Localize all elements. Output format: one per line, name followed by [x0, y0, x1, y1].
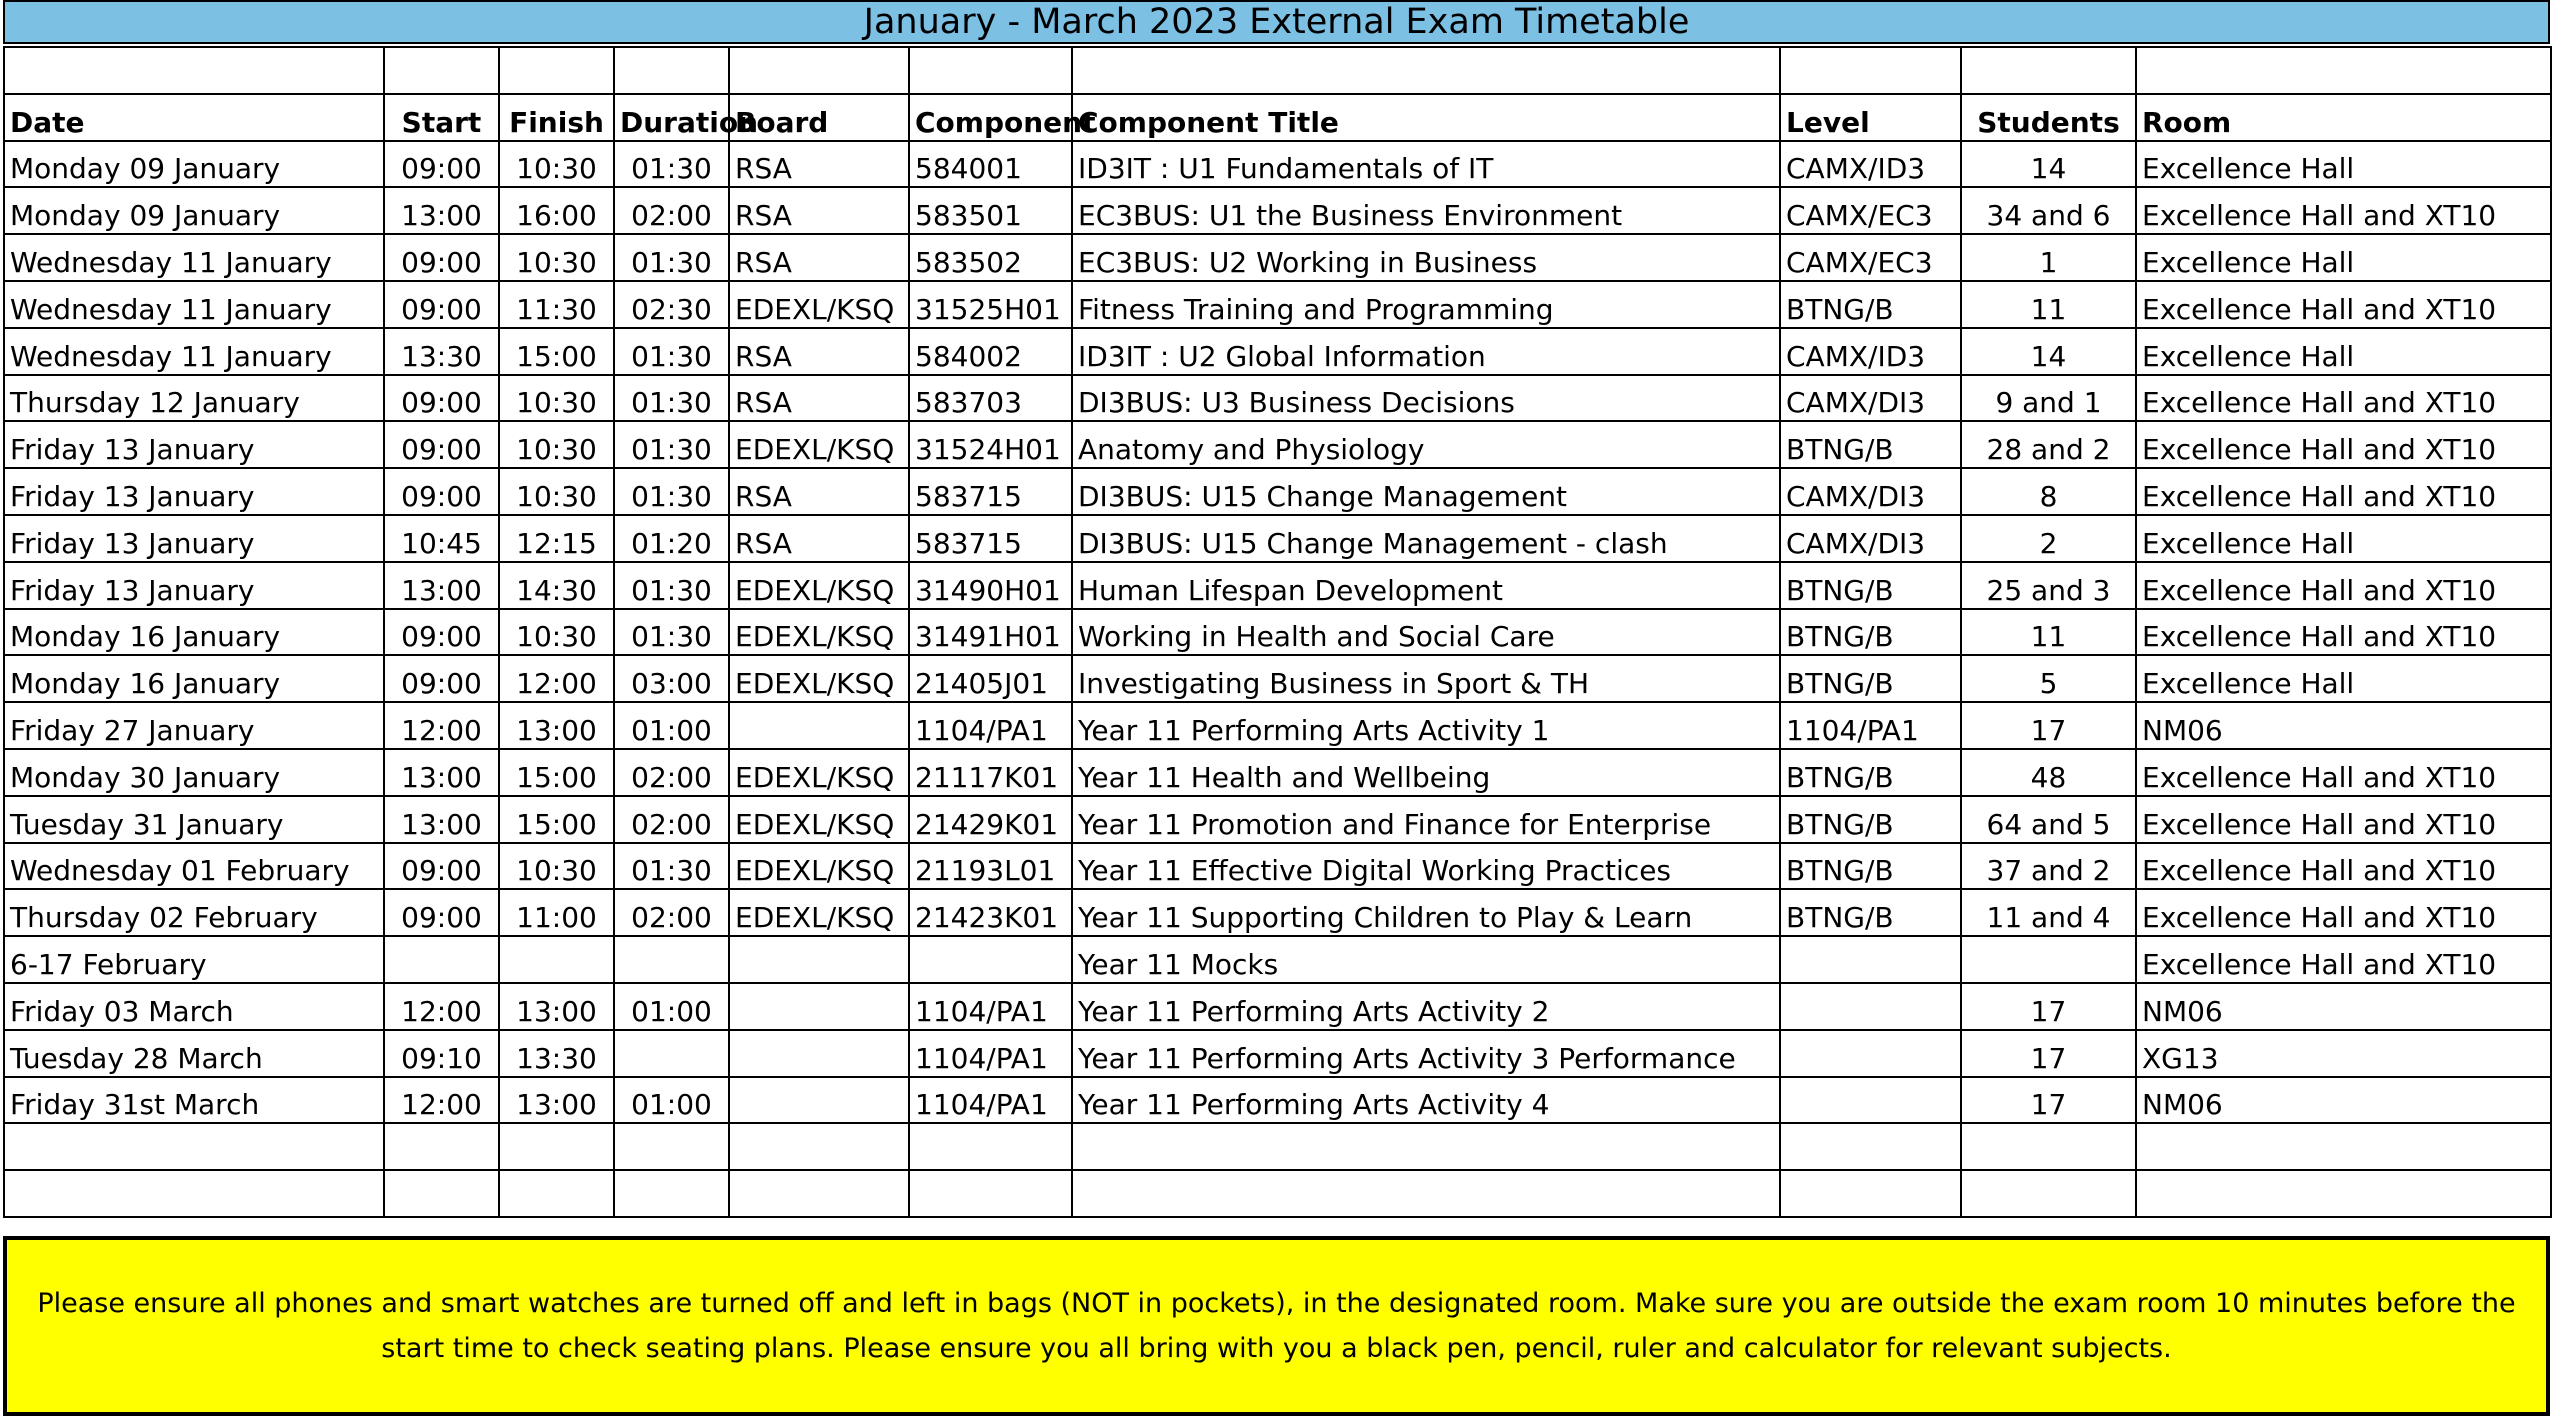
- cell-board: EDEXL/KSQ: [729, 609, 909, 656]
- cell-date: Thursday 12 January: [4, 375, 384, 422]
- cell-component: 31490H01: [909, 562, 1072, 609]
- cell-room: Excellence Hall and XT10: [2136, 281, 2551, 328]
- table-row: [4, 1030, 2551, 1077]
- table-row: [4, 655, 2551, 702]
- cell-start: 09:00: [384, 281, 499, 328]
- cell-students: 37 and 2: [1961, 843, 2136, 890]
- blank-cell: [729, 1123, 909, 1170]
- blank-cell: [614, 1170, 729, 1217]
- cell-component-title: Year 11 Performing Arts Activity 2: [1072, 983, 1780, 1030]
- cell-level: CAMX/DI3: [1780, 468, 1961, 515]
- cell-level: [1780, 983, 1961, 1030]
- cell-duration: 02:00: [614, 796, 729, 843]
- cell-duration: 01:30: [614, 141, 729, 188]
- cell-start: 09:00: [384, 655, 499, 702]
- table-header-row: [4, 94, 2551, 141]
- cell-students: 2: [1961, 515, 2136, 562]
- cell-students: [1961, 936, 2136, 983]
- cell-room: Excellence Hall and XT10: [2136, 936, 2551, 983]
- cell-students: 11 and 4: [1961, 889, 2136, 936]
- cell-component: 31491H01: [909, 609, 1072, 656]
- cell-room: XG13: [2136, 1030, 2551, 1077]
- cell-component: 584002: [909, 328, 1072, 375]
- cell-students: 17: [1961, 702, 2136, 749]
- cell-component-title: ID3IT : U2 Global Information: [1072, 328, 1780, 375]
- cell-level: CAMX/EC3: [1780, 187, 1961, 234]
- cell-students: 14: [1961, 328, 2136, 375]
- cell-duration: 01:30: [614, 234, 729, 281]
- cell-level: BTNG/B: [1780, 749, 1961, 796]
- cell-level: BTNG/B: [1780, 843, 1961, 890]
- cell-level: BTNG/B: [1780, 609, 1961, 656]
- cell-start: 12:00: [384, 702, 499, 749]
- cell-board: EDEXL/KSQ: [729, 562, 909, 609]
- cell-date: Monday 09 January: [4, 187, 384, 234]
- blank-cell: [1072, 1123, 1780, 1170]
- cell-date: Friday 13 January: [4, 421, 384, 468]
- cell-component-title: Year 11 Effective Digital Working Practices: [1072, 843, 1780, 890]
- cell-students: 17: [1961, 983, 2136, 1030]
- cell-component: [909, 936, 1072, 983]
- cell-finish: 13:00: [499, 702, 614, 749]
- cell-level: [1780, 936, 1961, 983]
- cell-board: RSA: [729, 375, 909, 422]
- cell-students: 64 and 5: [1961, 796, 2136, 843]
- cell-start: 10:45: [384, 515, 499, 562]
- cell-students: 14: [1961, 141, 2136, 188]
- cell-finish: 10:30: [499, 234, 614, 281]
- table-row: [4, 749, 2551, 796]
- table-row: [4, 562, 2551, 609]
- cell-room: NM06: [2136, 983, 2551, 1030]
- cell-component-title: ID3IT : U1 Fundamentals of IT: [1072, 141, 1780, 188]
- cell-date: Monday 16 January: [4, 655, 384, 702]
- cell-start: 09:00: [384, 234, 499, 281]
- cell-duration: 01:00: [614, 1077, 729, 1124]
- cell-level: [1780, 1030, 1961, 1077]
- blank-row: [4, 47, 2551, 94]
- cell-room: Excellence Hall and XT10: [2136, 468, 2551, 515]
- cell-date: Wednesday 11 January: [4, 281, 384, 328]
- cell-duration: 01:00: [614, 983, 729, 1030]
- cell-duration: [614, 936, 729, 983]
- cell-board: EDEXL/KSQ: [729, 655, 909, 702]
- cell-board: RSA: [729, 187, 909, 234]
- cell-room: Excellence Hall and XT10: [2136, 421, 2551, 468]
- cell-start: [384, 936, 499, 983]
- table-row: [4, 187, 2551, 234]
- cell-level: BTNG/B: [1780, 889, 1961, 936]
- cell-component-title: Year 11 Health and Wellbeing: [1072, 749, 1780, 796]
- cell-room: Excellence Hall and XT10: [2136, 749, 2551, 796]
- cell-room: Excellence Hall: [2136, 515, 2551, 562]
- header-start: Start: [384, 94, 499, 141]
- cell-duration: 01:30: [614, 468, 729, 515]
- cell-component: 1104/PA1: [909, 1030, 1072, 1077]
- blank-cell: [1072, 1170, 1780, 1217]
- cell-board: EDEXL/KSQ: [729, 281, 909, 328]
- cell-level: BTNG/B: [1780, 421, 1961, 468]
- cell-start: 13:00: [384, 796, 499, 843]
- cell-date: Wednesday 01 February: [4, 843, 384, 890]
- cell-board: EDEXL/KSQ: [729, 796, 909, 843]
- cell-board: [729, 1077, 909, 1124]
- cell-component-title: Investigating Business in Sport & TH: [1072, 655, 1780, 702]
- cell-component: 583502: [909, 234, 1072, 281]
- blank-cell: [4, 1123, 384, 1170]
- cell-level: [1780, 1077, 1961, 1124]
- table-row: [4, 983, 2551, 1030]
- table-row: [4, 468, 2551, 515]
- cell-component: 1104/PA1: [909, 1077, 1072, 1124]
- cell-duration: 01:30: [614, 328, 729, 375]
- exam-rules-notice: [3, 1236, 2550, 1416]
- cell-room: Excellence Hall: [2136, 328, 2551, 375]
- header-finish: Finish: [499, 94, 614, 141]
- page-title: January - March 2023 External Exam Timetable: [3, 0, 2550, 44]
- cell-level: CAMX/DI3: [1780, 515, 1961, 562]
- blank-cell: [1072, 47, 1780, 94]
- cell-component: 21423K01: [909, 889, 1072, 936]
- cell-component: 1104/PA1: [909, 702, 1072, 749]
- cell-level: CAMX/ID3: [1780, 141, 1961, 188]
- cell-start: 09:00: [384, 468, 499, 515]
- cell-students: 1: [1961, 234, 2136, 281]
- cell-date: 6-17 February: [4, 936, 384, 983]
- cell-room: Excellence Hall and XT10: [2136, 843, 2551, 890]
- cell-component: 21405J01: [909, 655, 1072, 702]
- cell-students: 11: [1961, 281, 2136, 328]
- cell-finish: 15:00: [499, 328, 614, 375]
- table-row: [4, 515, 2551, 562]
- header-level: Level: [1780, 94, 1961, 141]
- blank-cell: [4, 1170, 384, 1217]
- cell-duration: 03:00: [614, 655, 729, 702]
- blank-cell: [499, 1123, 614, 1170]
- cell-finish: 15:00: [499, 796, 614, 843]
- cell-component-title: Year 11 Supporting Children to Play & Learn: [1072, 889, 1780, 936]
- cell-finish: 10:30: [499, 609, 614, 656]
- cell-start: 13:00: [384, 187, 499, 234]
- table-row: [4, 234, 2551, 281]
- cell-students: 5: [1961, 655, 2136, 702]
- cell-start: 13:00: [384, 562, 499, 609]
- cell-students: 25 and 3: [1961, 562, 2136, 609]
- cell-component: 1104/PA1: [909, 983, 1072, 1030]
- cell-room: Excellence Hall and XT10: [2136, 609, 2551, 656]
- cell-start: 09:00: [384, 375, 499, 422]
- cell-component: 21193L01: [909, 843, 1072, 890]
- blank-cell: [614, 47, 729, 94]
- cell-date: Friday 03 March: [4, 983, 384, 1030]
- cell-duration: 01:00: [614, 702, 729, 749]
- cell-component: 583703: [909, 375, 1072, 422]
- cell-finish: 13:00: [499, 983, 614, 1030]
- cell-date: Tuesday 28 March: [4, 1030, 384, 1077]
- cell-finish: 12:00: [499, 655, 614, 702]
- cell-board: [729, 936, 909, 983]
- cell-finish: 10:30: [499, 375, 614, 422]
- cell-date: Friday 13 January: [4, 468, 384, 515]
- cell-board: EDEXL/KSQ: [729, 889, 909, 936]
- cell-board: RSA: [729, 234, 909, 281]
- cell-date: Monday 16 January: [4, 609, 384, 656]
- cell-room: NM06: [2136, 702, 2551, 749]
- cell-students: 34 and 6: [1961, 187, 2136, 234]
- cell-date: Thursday 02 February: [4, 889, 384, 936]
- cell-date: Wednesday 11 January: [4, 328, 384, 375]
- cell-start: 09:00: [384, 843, 499, 890]
- cell-start: 12:00: [384, 1077, 499, 1124]
- cell-component: 584001: [909, 141, 1072, 188]
- cell-room: Excellence Hall: [2136, 655, 2551, 702]
- cell-board: RSA: [729, 141, 909, 188]
- cell-component: 583501: [909, 187, 1072, 234]
- cell-room: Excellence Hall and XT10: [2136, 375, 2551, 422]
- cell-board: [729, 1030, 909, 1077]
- table-row: [4, 421, 2551, 468]
- cell-date: Monday 30 January: [4, 749, 384, 796]
- cell-room: Excellence Hall: [2136, 234, 2551, 281]
- cell-start: 12:00: [384, 983, 499, 1030]
- cell-component: 21117K01: [909, 749, 1072, 796]
- cell-students: 8: [1961, 468, 2136, 515]
- blank-cell: [499, 47, 614, 94]
- blank-cell: [2136, 1123, 2551, 1170]
- blank-cell: [1961, 1170, 2136, 1217]
- cell-start: 13:00: [384, 749, 499, 796]
- cell-students: 11: [1961, 609, 2136, 656]
- cell-board: [729, 702, 909, 749]
- table-row: [4, 609, 2551, 656]
- cell-students: 17: [1961, 1077, 2136, 1124]
- cell-component-title: Fitness Training and Programming: [1072, 281, 1780, 328]
- header-component-title: Component Title: [1072, 94, 1780, 141]
- cell-date: Wednesday 11 January: [4, 234, 384, 281]
- cell-duration: 01:30: [614, 609, 729, 656]
- cell-finish: 12:15: [499, 515, 614, 562]
- cell-finish: 15:00: [499, 749, 614, 796]
- cell-level: BTNG/B: [1780, 796, 1961, 843]
- cell-finish: 13:30: [499, 1030, 614, 1077]
- cell-start: 13:30: [384, 328, 499, 375]
- blank-cell: [909, 47, 1072, 94]
- cell-finish: 10:30: [499, 141, 614, 188]
- cell-room: Excellence Hall and XT10: [2136, 796, 2551, 843]
- blank-cell: [384, 47, 499, 94]
- blank-cell: [729, 1170, 909, 1217]
- cell-board: [729, 983, 909, 1030]
- cell-component-title: Year 11 Performing Arts Activity 4: [1072, 1077, 1780, 1124]
- cell-duration: 02:30: [614, 281, 729, 328]
- cell-component-title: Anatomy and Physiology: [1072, 421, 1780, 468]
- blank-cell: [909, 1170, 1072, 1217]
- cell-component-title: Working in Health and Social Care: [1072, 609, 1780, 656]
- blank-row: [4, 1123, 2551, 1170]
- cell-component-title: EC3BUS: U1 the Business Environment: [1072, 187, 1780, 234]
- cell-duration: 01:30: [614, 375, 729, 422]
- header-component: Component: [909, 94, 1072, 141]
- cell-students: 9 and 1: [1961, 375, 2136, 422]
- blank-cell: [2136, 1170, 2551, 1217]
- cell-component-title: Year 11 Performing Arts Activity 3 Performance: [1072, 1030, 1780, 1077]
- cell-finish: 10:30: [499, 843, 614, 890]
- table-row: [4, 936, 2551, 983]
- cell-level: BTNG/B: [1780, 562, 1961, 609]
- header-date: Date: [4, 94, 384, 141]
- cell-level: CAMX/EC3: [1780, 234, 1961, 281]
- blank-cell: [1780, 1123, 1961, 1170]
- cell-duration: 01:30: [614, 562, 729, 609]
- cell-finish: 13:00: [499, 1077, 614, 1124]
- cell-room: NM06: [2136, 1077, 2551, 1124]
- cell-finish: 11:00: [499, 889, 614, 936]
- table-row: [4, 328, 2551, 375]
- cell-level: BTNG/B: [1780, 281, 1961, 328]
- cell-component: 21429K01: [909, 796, 1072, 843]
- blank-cell: [909, 1123, 1072, 1170]
- cell-duration: [614, 1030, 729, 1077]
- cell-board: RSA: [729, 328, 909, 375]
- cell-component: 31524H01: [909, 421, 1072, 468]
- cell-date: Friday 13 January: [4, 515, 384, 562]
- cell-board: EDEXL/KSQ: [729, 421, 909, 468]
- table-row: [4, 796, 2551, 843]
- cell-finish: 16:00: [499, 187, 614, 234]
- cell-finish: [499, 936, 614, 983]
- cell-finish: 10:30: [499, 421, 614, 468]
- blank-cell: [729, 47, 909, 94]
- cell-component-title: Year 11 Performing Arts Activity 1: [1072, 702, 1780, 749]
- header-room: Room: [2136, 94, 2551, 141]
- blank-cell: [499, 1170, 614, 1217]
- table-row: [4, 141, 2551, 188]
- table-row: [4, 1077, 2551, 1124]
- cell-start: 09:10: [384, 1030, 499, 1077]
- cell-date: Tuesday 31 January: [4, 796, 384, 843]
- cell-component: 583715: [909, 515, 1072, 562]
- cell-duration: 01:30: [614, 843, 729, 890]
- blank-cell: [1961, 1123, 2136, 1170]
- header-duration: Duration: [614, 94, 729, 141]
- blank-cell: [384, 1170, 499, 1217]
- cell-component-title: EC3BUS: U2 Working in Business: [1072, 234, 1780, 281]
- table-row: [4, 375, 2551, 422]
- cell-room: Excellence Hall and XT10: [2136, 889, 2551, 936]
- header-students: Students: [1961, 94, 2136, 141]
- cell-component-title: Year 11 Mocks: [1072, 936, 1780, 983]
- blank-row: [4, 1170, 2551, 1217]
- cell-date: Friday 13 January: [4, 562, 384, 609]
- cell-duration: 02:00: [614, 187, 729, 234]
- cell-component-title: DI3BUS: U15 Change Management - clash: [1072, 515, 1780, 562]
- cell-start: 09:00: [384, 889, 499, 936]
- header-board: Board: [729, 94, 909, 141]
- cell-level: CAMX/DI3: [1780, 375, 1961, 422]
- cell-finish: 14:30: [499, 562, 614, 609]
- cell-component-title: Year 11 Promotion and Finance for Enterprise: [1072, 796, 1780, 843]
- cell-board: RSA: [729, 468, 909, 515]
- cell-board: EDEXL/KSQ: [729, 843, 909, 890]
- cell-board: EDEXL/KSQ: [729, 749, 909, 796]
- cell-students: 17: [1961, 1030, 2136, 1077]
- cell-room: Excellence Hall and XT10: [2136, 562, 2551, 609]
- blank-cell: [1780, 1170, 1961, 1217]
- cell-component-title: DI3BUS: U15 Change Management: [1072, 468, 1780, 515]
- cell-start: 09:00: [384, 141, 499, 188]
- table-row: [4, 889, 2551, 936]
- cell-start: 09:00: [384, 609, 499, 656]
- cell-students: 28 and 2: [1961, 421, 2136, 468]
- blank-cell: [384, 1123, 499, 1170]
- cell-duration: 02:00: [614, 889, 729, 936]
- cell-board: RSA: [729, 515, 909, 562]
- cell-component: 31525H01: [909, 281, 1072, 328]
- blank-cell: [1961, 47, 2136, 94]
- cell-component-title: DI3BUS: U3 Business Decisions: [1072, 375, 1780, 422]
- blank-cell: [614, 1123, 729, 1170]
- cell-duration: 02:00: [614, 749, 729, 796]
- blank-cell: [4, 47, 384, 94]
- cell-duration: 01:30: [614, 421, 729, 468]
- table-row: [4, 702, 2551, 749]
- cell-level: 1104/PA1: [1780, 702, 1961, 749]
- cell-date: Friday 27 January: [4, 702, 384, 749]
- notice-text: Please ensure all phones and smart watches are turned off and left in bags (NOT in pockets), in the designated room. Make sure you are outside the exam room 10 minutes before the start time to check seating plans. Please ensure you all bring with you a black pen, pencil, ruler and calculator for relevant subjects.: [37, 1288, 2516, 1364]
- blank-cell: [1780, 47, 1961, 94]
- table-row: [4, 281, 2551, 328]
- cell-finish: 11:30: [499, 281, 614, 328]
- cell-component: 583715: [909, 468, 1072, 515]
- cell-component-title: Human Lifespan Development: [1072, 562, 1780, 609]
- exam-timetable-table: [3, 46, 2552, 1218]
- cell-level: CAMX/ID3: [1780, 328, 1961, 375]
- cell-room: Excellence Hall and XT10: [2136, 187, 2551, 234]
- cell-students: 48: [1961, 749, 2136, 796]
- cell-duration: 01:20: [614, 515, 729, 562]
- blank-cell: [2136, 47, 2551, 94]
- table-row: [4, 843, 2551, 890]
- cell-finish: 10:30: [499, 468, 614, 515]
- cell-date: Friday 31st March: [4, 1077, 384, 1124]
- cell-room: Excellence Hall: [2136, 141, 2551, 188]
- cell-start: 09:00: [384, 421, 499, 468]
- cell-level: BTNG/B: [1780, 655, 1961, 702]
- cell-date: Monday 09 January: [4, 141, 384, 188]
